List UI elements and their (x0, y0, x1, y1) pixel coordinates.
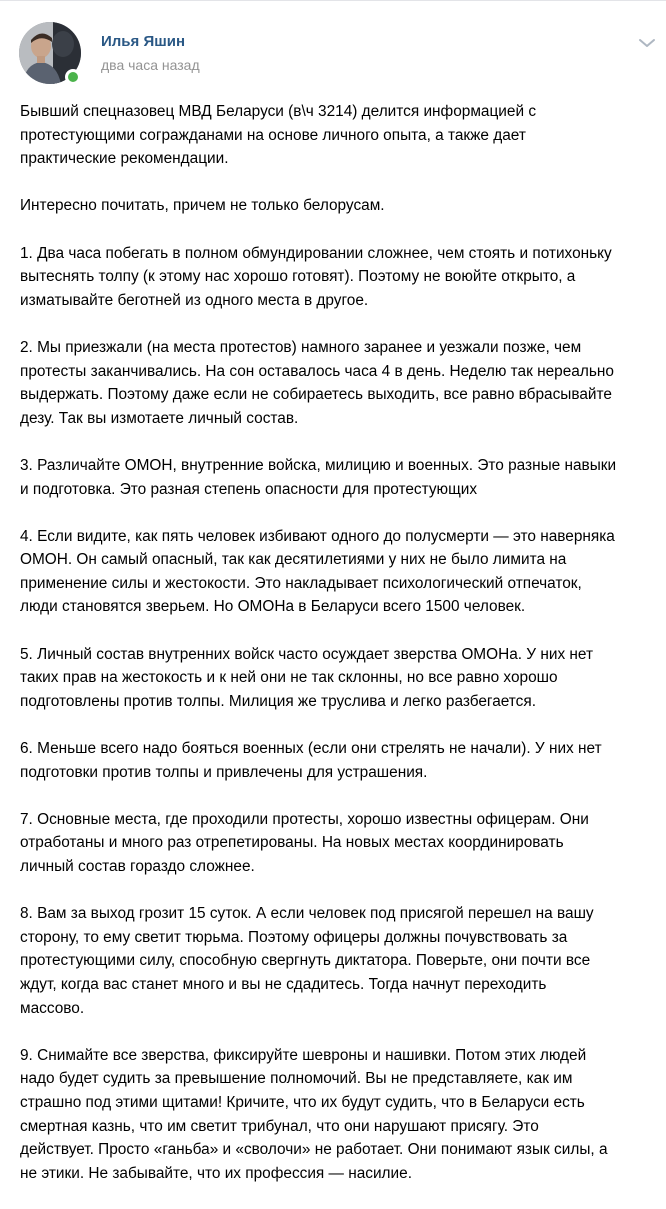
post-paragraph (20, 242, 650, 313)
post-paragraph (20, 194, 650, 218)
post-text-line: массово. (20, 999, 85, 1017)
post-text-line: люди становятся зверьем. Но ОМОНа в Беларуси всего 1500 человек. (20, 598, 526, 616)
post-text-line: отработаны и много раз отрепетированы. На новых местах координировать (20, 834, 564, 852)
post-paragraph (20, 643, 650, 714)
post-text-line: сторону, то ему светит тюрьма. Поэтому офицеры должны почувствовать за (20, 928, 568, 946)
post-text-line: действует. Просто «ганьба» и «сволочи» не работает. Они понимают язык силы, а (20, 1141, 608, 1159)
post-paragraph (20, 808, 650, 879)
post-paragraph (20, 525, 650, 619)
post-text-line: выдержать. Поэтому даже если не собираетесь выходить, все равно вбрасывайте (20, 386, 612, 404)
post-text-line: изматывайте беготней из одного места в другое. (20, 291, 369, 309)
post-text-line: 5. Личный состав внутренних войск часто осуждает зверства ОМОНа. У них нет (20, 645, 594, 663)
post-text-line: вытеснять толпу (к этому нас хорошо готовят). Поэтому не воюйте открыто, а (20, 268, 576, 286)
post-text-line: применение силы и жестокости. Это накладывает психологический отпечаток, (20, 574, 582, 592)
post-text-line: ждут, когда вас станет много и вы не сдадитесь. Тогда начнут переходить (20, 975, 547, 993)
post-paragraph (20, 336, 650, 430)
post-text-line: протестующими силу, способную свергнуть диктатора. Поверьте, они почти все (20, 952, 591, 970)
post-text-line: 4. Если видите, как пять человек избивают одного до полусмерти — это наверняка (20, 527, 615, 545)
post-text-line: Интересно почитать, причем не только белорусам. (20, 197, 385, 215)
post-text-line: 2. Мы приезжали (на места протестов) намного заранее и уезжали позже, чем (20, 338, 582, 356)
post-text-line: смертная казнь, что им светит трибунал, что они нарушают присягу. Это (20, 1117, 539, 1135)
post-text-line: надо будет судить за превышение полномочий. Вы не представляете, как им (20, 1070, 573, 1088)
post-paragraph (20, 1044, 650, 1186)
post-text-line: подготовки против толпы и привлечены для устрашения. (20, 763, 428, 781)
post-text-line: не этики. Не забывайте, что их профессия — насилие. (20, 1164, 412, 1182)
post-text (20, 100, 650, 1209)
post-text-line: Бывший спецназовец МВД Беларуси (в\ч 3214) делится информацией с (20, 103, 537, 120)
post-text-line: практические рекомендации. (20, 150, 229, 168)
post-paragraph (20, 454, 650, 501)
chevron-down-icon[interactable] (637, 36, 657, 50)
post-paragraph (20, 100, 650, 171)
post-text-line: протестующими согражданами на основе личного опыта, а также дает (20, 126, 526, 144)
post-text-line: 1. Два часа побегать в полном обмундировании сложнее, чем стоять и потихоньку (20, 244, 612, 262)
post-text-line: 8. Вам за выход грозит 15 суток. А если человек под присягой перешел на вашу (20, 905, 594, 923)
post-text-line: страшно под этими щитами! Кричите, что их будут судить, что в Беларуси есть (20, 1093, 585, 1111)
post-text-line: подготовлены против толпы. Милиция же труслива и легко разбегается. (20, 692, 536, 710)
post-text-line: дезу. Так вы измотаете личный состав. (20, 409, 299, 427)
online-status-indicator (65, 69, 81, 85)
post-header (19, 22, 659, 88)
post-text-line: и подготовка. Это разная степень опасности для протестующих (20, 480, 478, 498)
post-paragraph (20, 737, 650, 784)
post-text-line: 9. Снимайте все зверства, фиксируйте шевроны и нашивки. Потом этих людей (20, 1046, 587, 1064)
post-paragraph (20, 902, 650, 1020)
post-text-line: личный состав гораздо сложнее. (20, 858, 255, 875)
author-name[interactable]: Илья Яшин (101, 33, 186, 50)
post-text-line: 6. Меньше всего надо бояться военных (если они стрелять не начали). У них нет (20, 740, 602, 758)
post-text-line: 7. Основные места, где проходили протесты, хорошо известны офицерам. Они (20, 810, 589, 828)
post-text-line: ОМОН. Он самый опасный, так как десятилетиями у них не было лимита на (20, 551, 567, 569)
post-timestamp[interactable]: два часа назад (101, 57, 200, 73)
post-text-line: таких прав на жестокость и к ней они не так склонны, но все равно хорошо (20, 669, 558, 687)
post-text-line: 3. Различайте ОМОН, внутренние войска, милицию и военных. Это разные навыки (20, 456, 617, 474)
post-text-line: протесты заканчивались. На сон оставалось часа 4 в день. Неделю так нереально (20, 362, 614, 380)
